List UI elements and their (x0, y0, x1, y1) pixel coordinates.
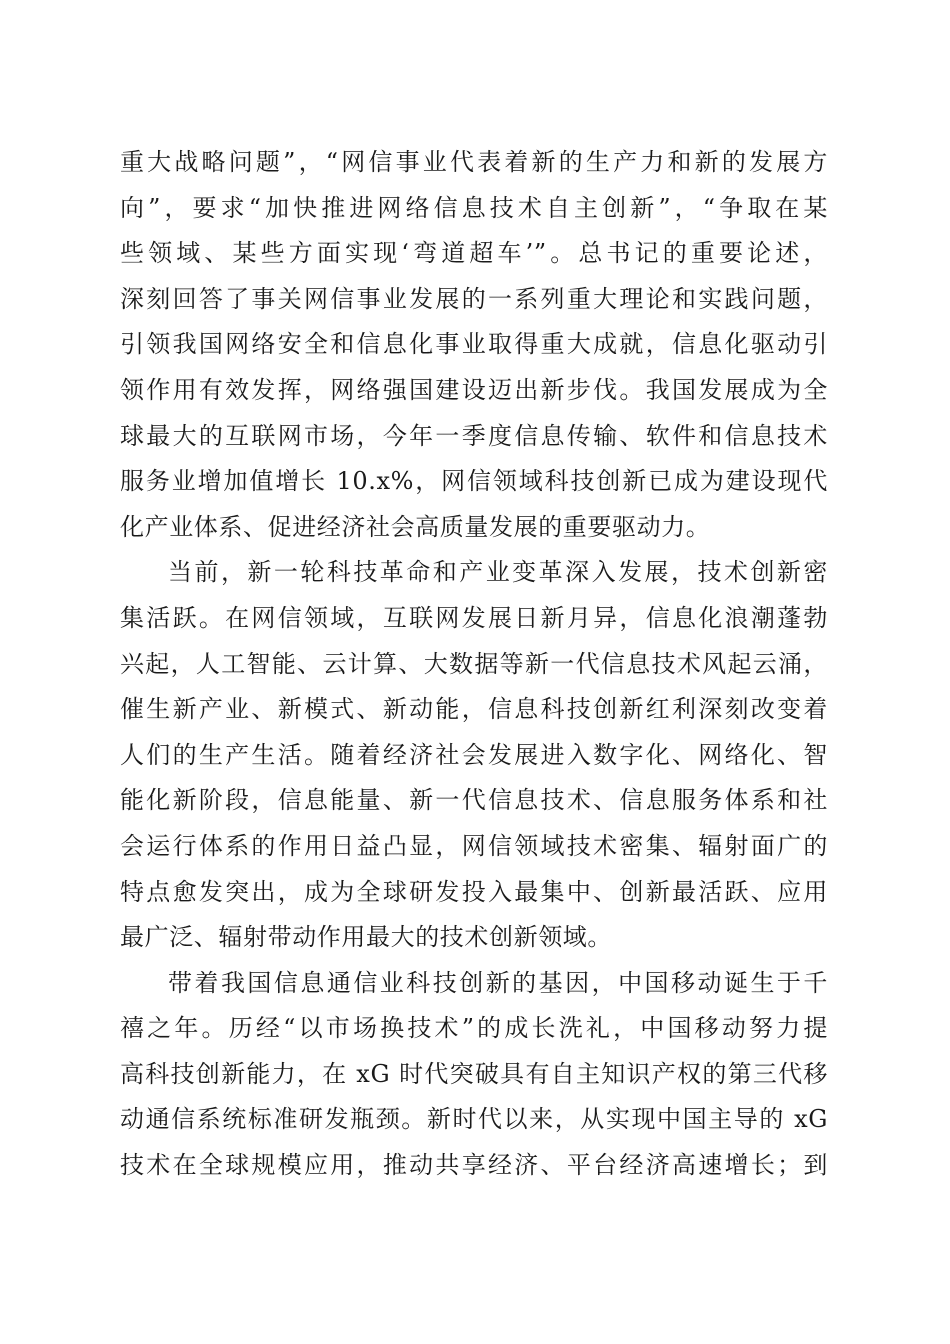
text-line: 向”，要求“加快推进网络信息技术自主创新”，“争取在某 (120, 193, 828, 222)
text-line: 些领域、某些方面实现‘弯道超车’”。总书记的重要论述， (120, 239, 828, 268)
text-line: 兴起，人工智能、云计算、大数据等新一代信息技术风起云涌， (120, 649, 828, 678)
text-line: 特点愈发突出，成为全球研发投入最集中、创新最活跃、应用 (120, 877, 828, 906)
text-line: 能化新阶段，信息能量、新一代信息技术、信息服务体系和社 (120, 786, 828, 815)
text-line: 服务业增加值增长 10.x%，网信领域科技创新已成为建设现代 (120, 467, 828, 496)
paragraph (120, 961, 828, 1189)
document-body (120, 140, 828, 1189)
text-line: 集活跃。在网信领域，互联网发展日新月异，信息化浪潮蓬勃 (120, 603, 828, 632)
text-line: 化产业体系、促进经济社会高质量发展的重要驱动力。 (120, 512, 711, 541)
text-line: 深刻回答了事关网信事业发展的一系列重大理论和实践问题， (120, 284, 828, 313)
text-line: 领作用有效发挥，网络强国建设迈出新步伐。我国发展成为全 (120, 375, 828, 404)
paragraph (120, 550, 828, 960)
text-line: 重大战略问题”，“网信事业代表着新的生产力和新的发展方 (120, 148, 828, 176)
text-line: 禧之年。历经“以市场换技术”的成长洗礼，中国移动努力提 (120, 1014, 828, 1043)
paragraph (120, 140, 828, 550)
text-line: 人们的生产生活。随着经济社会发展进入数字化、网络化、智 (120, 740, 828, 769)
text-line: 当前，新一轮科技革命和产业变革深入发展，技术创新密 (168, 558, 828, 587)
text-line: 动通信系统标准研发瓶颈。新时代以来，从实现中国主导的 xG (120, 1105, 828, 1134)
text-line: 球最大的互联网市场，今年一季度信息传输、软件和信息技术 (120, 421, 828, 450)
text-line: 催生新产业、新模式、新动能，信息科技创新红利深刻改变着 (120, 695, 828, 724)
text-line: 引领我国网络安全和信息化事业取得重大成就，信息化驱动引 (120, 330, 828, 359)
text-line: 最广泛、辐射带动作用最大的技术创新领域。 (120, 923, 612, 952)
text-line: 高科技创新能力，在 xG 时代突破具有自主知识产权的第三代移 (120, 1059, 828, 1088)
text-line: 会运行体系的作用日益凸显，网信领域技术密集、辐射面广的 (120, 831, 828, 860)
text-line: 带着我国信息通信业科技创新的基因，中国移动诞生于千 (168, 968, 828, 997)
text-line: 技术在全球规模应用，推动共享经济、平台经济高速增长；到 (120, 1151, 828, 1180)
